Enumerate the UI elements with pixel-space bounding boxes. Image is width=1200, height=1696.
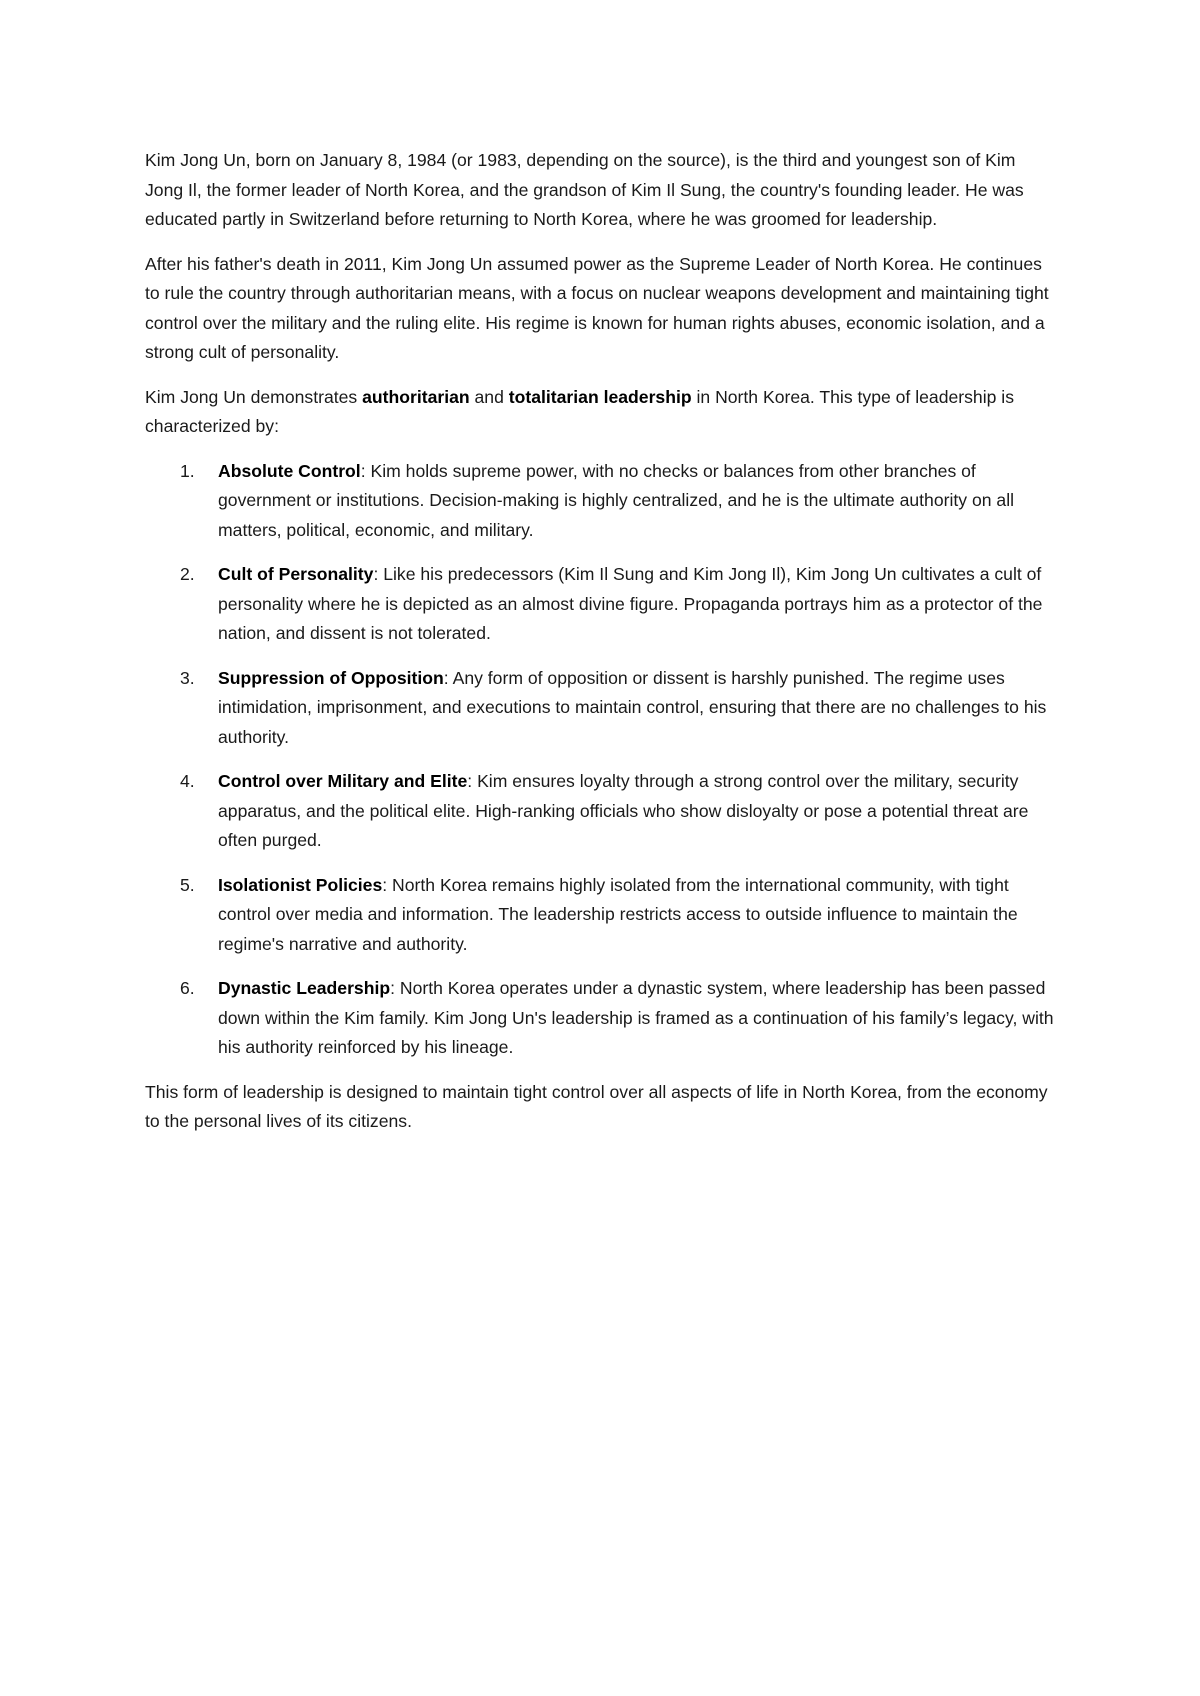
list-item-number: 1.: [180, 460, 195, 481]
list-item-text: : Kim ensures loyalty through a strong control over the military, security apparatus, and the political elite. High-ranking officials who show disloyalty or pose a potential threat are often purged.: [218, 771, 1029, 850]
list-item-title: Cult of Personality: [218, 564, 374, 584]
list-item: [145, 974, 1057, 1063]
list-item: [145, 767, 1057, 856]
intro-bold-authoritarian: authoritarian: [362, 386, 470, 407]
list-item-text: : Like his predecessors (Kim Il Sung and Kim Jong Il), Kim Jong Un cultivates a cult of personality where he is depicted as an almost divine figure. Propaganda portrays him as a protector of the nation, and dissent is not tolerated.: [218, 564, 1043, 643]
list-item-number: 6.: [180, 978, 195, 998]
list-item-title: Absolute Control: [218, 460, 361, 481]
list-item-text: : Kim holds supreme power, with no checks or balances from other branches of government or institutions. Decision-making is highly centralized, and he is the ultimate authority on all matters, political, economic, and military.: [218, 460, 1015, 540]
document-body: [145, 146, 1057, 1152]
list-item: [145, 871, 1057, 960]
list-item-text: : Any form of opposition or dissent is harshly punished. The regime uses intimidation, imprisonment, and executions to maintain control, ensuring that there are no challenges to his authority.: [218, 667, 1047, 747]
paragraph-biography: Kim Jong Un, born on January 8, 1984 (or 1983, depending on the source), is the third and youngest son of Kim Jong Il, the former leader of North Korea, and the grandson of Kim Il Sung, the country's founding leader. He was educated partly in Switzerland before returning to North Korea, where he was groomed for leadership.: [145, 150, 1024, 229]
intro-text-3: in North Korea. This type of leadership is characterized by:: [145, 386, 1014, 436]
list-item-number: 4.: [180, 771, 195, 791]
intro-text-1: Kim Jong Un demonstrates: [145, 386, 363, 407]
list-item-title: Suppression of Opposition: [218, 667, 444, 688]
list-item-number: 5.: [180, 874, 195, 895]
list-item-number: 2.: [180, 564, 195, 584]
list-item-number: 3.: [180, 667, 195, 688]
intro-text-2: and: [469, 386, 509, 407]
intro-bold-totalitarian: totalitarian leadership: [508, 386, 692, 407]
list-item: [145, 560, 1057, 649]
list-item: [145, 457, 1057, 546]
list-item-title: Dynastic Leadership: [218, 978, 391, 998]
paragraph-rule: After his father's death in 2011, Kim Jong Un assumed power as the Supreme Leader of North Korea. He continues to rule the country through authoritarian means, with a focus on nuclear weapons development and maintaining tight control over the military and the ruling elite. His regime is known for human rights abuses, economic isolation, and a strong cult of personality.: [145, 253, 1049, 362]
list-item-title: Isolationist Policies: [218, 874, 383, 895]
list-item: [145, 664, 1057, 753]
list-item-text: : North Korea remains highly isolated from the international community, with tight control over media and information. The leadership restricts access to outside influence to maintain the regime's narrative and authority.: [218, 874, 1018, 954]
list-item-text: : North Korea operates under a dynastic system, where leadership has been passed down within the Kim family. Kim Jong Un's leadership is framed as a continuation of his family’s legacy, with his authority reinforced by his lineage.: [218, 978, 1054, 1057]
paragraph-intro: [145, 383, 1057, 442]
paragraph-conclusion: This form of leadership is designed to maintain tight control over all aspects of life in North Korea, from the economy to the personal lives of its citizens.: [145, 1081, 1048, 1131]
characteristics-list: [145, 457, 1057, 1063]
list-item-title: Control over Military and Elite: [218, 771, 468, 791]
